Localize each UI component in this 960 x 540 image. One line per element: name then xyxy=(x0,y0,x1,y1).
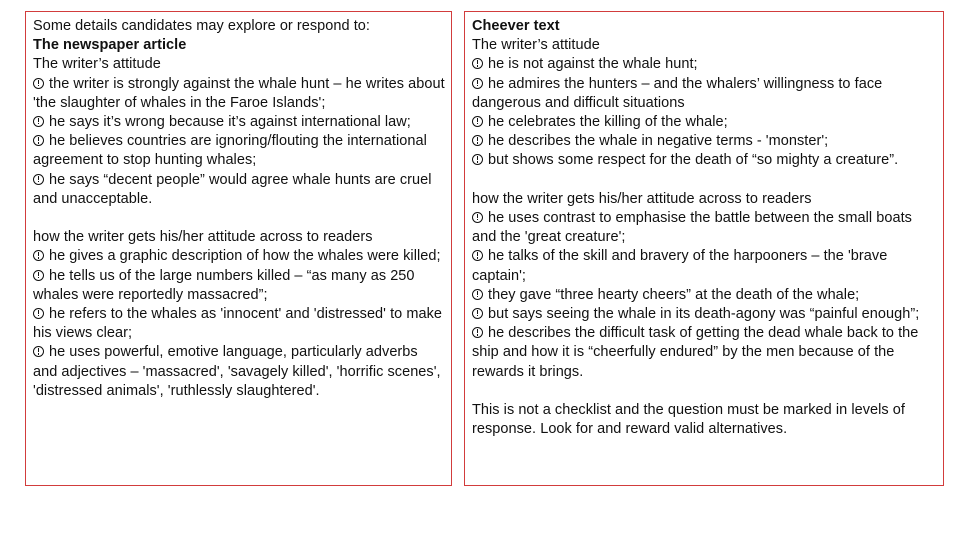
warning-circle-icon xyxy=(33,250,44,261)
warning-circle-icon xyxy=(33,270,44,281)
how-bullet: he describes the difficult task of getting the dead whale back to the ship and how it is “cheerfully endured” by the men because of the rewards it brings. xyxy=(472,325,919,380)
how-bullet: he uses contrast to emphasise the battle between the small boats and the 'great creature'; xyxy=(472,210,912,246)
warning-circle-icon xyxy=(472,58,483,69)
warning-circle-icon xyxy=(33,78,44,89)
how-bullet: he uses powerful, emotive language, particularly adverbs and adjectives – 'massacred', 'savagely killed', 'horrific scenes', 'distressed animals', 'ruthlessly slaughtered'. xyxy=(33,344,441,399)
warning-circle-icon xyxy=(472,289,483,300)
warning-circle-icon xyxy=(472,154,483,165)
warning-circle-icon xyxy=(472,116,483,127)
warning-circle-icon xyxy=(472,135,483,146)
how-bullet: he tells us of the large numbers killed – “as many as 250 whales were reportedly massacred”; xyxy=(33,267,415,303)
cheever-text-panel xyxy=(464,11,944,486)
warning-circle-icon xyxy=(472,212,483,223)
warning-circle-icon xyxy=(33,346,44,357)
attitude-label: The writer’s attitude xyxy=(472,37,600,54)
attitude-bullet: he says it’s wrong because it’s against international law; xyxy=(33,113,445,132)
attitude-bullet: but shows some respect for the death of “so mighty a creature”. xyxy=(472,151,937,170)
attitude-bullet: he celebrates the killing of the whale; xyxy=(472,113,937,132)
warning-circle-icon xyxy=(472,327,483,338)
marking-note: This is not a checklist and the question must be marked in levels of response. Look for and reward valid alternatives. xyxy=(472,402,905,438)
newspaper-heading: The newspaper article xyxy=(33,37,187,54)
attitude-bullet: he says “decent people” would agree whale hunts are cruel and unacceptable. xyxy=(33,171,432,207)
how-label: how the writer gets his/her attitude across to readers xyxy=(472,190,812,207)
how-label: how the writer gets his/her attitude across to readers xyxy=(33,229,373,246)
attitude-bullet: he believes countries are ignoring/flouting the international agreement to stop hunting whales; xyxy=(33,133,427,169)
how-bullet: they gave “three hearty cheers” at the death of the whale; xyxy=(472,286,937,305)
warning-circle-icon xyxy=(33,135,44,146)
attitude-bullet: the writer is strongly against the whale hunt – he writes about 'the slaughter of whales in the Faroe Islands'; xyxy=(33,75,445,111)
warning-circle-icon xyxy=(33,308,44,319)
intro-text: Some details candidates may explore or respond to: xyxy=(33,18,370,34)
warning-circle-icon xyxy=(33,174,44,185)
how-bullet: he talks of the skill and bravery of the harpooners – the 'brave captain'; xyxy=(472,248,888,284)
attitude-bullet: he describes the whale in negative terms - 'monster'; xyxy=(472,132,937,151)
how-bullet: he gives a graphic description of how the whales were killed; xyxy=(33,247,445,266)
attitude-bullet: he is not against the whale hunt; xyxy=(472,55,937,74)
attitude-label: The writer’s attitude xyxy=(33,56,161,73)
warning-circle-icon xyxy=(472,78,483,89)
newspaper-article-panel xyxy=(25,11,452,486)
how-bullet: but says seeing the whale in its death-agony was “painful enough”; xyxy=(472,305,937,324)
how-bullet: he refers to the whales as 'innocent' and 'distressed' to make his views clear; xyxy=(33,306,442,342)
warning-circle-icon xyxy=(472,250,483,261)
warning-circle-icon xyxy=(33,116,44,127)
cheever-heading: Cheever text xyxy=(472,18,560,34)
attitude-bullet: he admires the hunters – and the whalers’ willingness to face dangerous and difficult situations xyxy=(472,75,883,111)
warning-circle-icon xyxy=(472,308,483,319)
